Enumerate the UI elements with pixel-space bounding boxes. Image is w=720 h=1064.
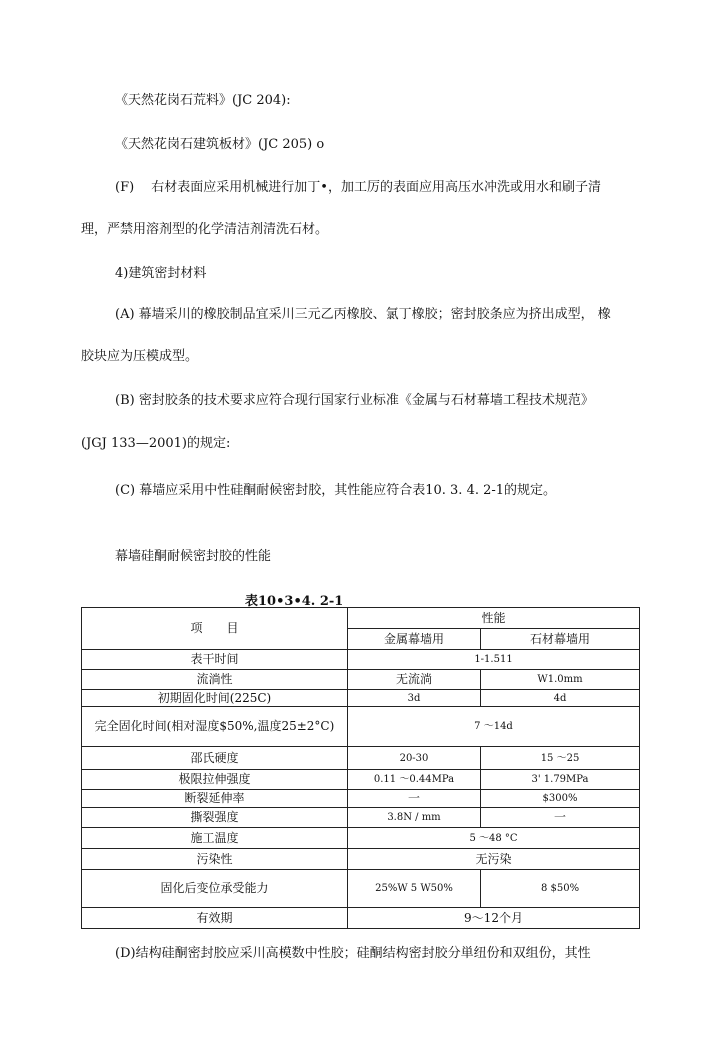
paragraph-f-cont: 理，严禁用溶剂型的化学清洁剂清洗石材。 [81, 222, 329, 237]
table-row [82, 828, 640, 849]
row-stone: 8 $50% [481, 870, 640, 908]
row-item: 邵氏硬度 [82, 747, 348, 770]
row-item: 施工温度 [82, 828, 348, 849]
table-row [82, 707, 640, 747]
table-row [82, 670, 640, 690]
row-item: 撕裂强度 [82, 808, 348, 828]
row-metal: 20-30 [348, 747, 481, 770]
section-heading: 4)建筑密封材料 [115, 266, 207, 281]
row-value: 1-1.511 [348, 650, 640, 670]
table-row [82, 870, 640, 908]
header-performance: 性能 [348, 608, 640, 629]
table-row [82, 808, 640, 828]
row-value: 7 〜14d [348, 707, 640, 747]
row-value: 无污染 [348, 849, 640, 870]
header-metal: 金属幕墙用 [348, 629, 481, 650]
row-item: 完全固化时间(相对湿度$50%,温度25±2°C) [82, 707, 348, 747]
table-row [82, 747, 640, 770]
row-item: 固化后变位承受能力 [82, 870, 348, 908]
row-stone: 3' 1.79MPa [481, 770, 640, 790]
row-item: 表干时间 [82, 650, 348, 670]
paragraph-b: (B) 密封胶条的技术要求应符合现行国家行业标准《金属与石材幕墙工程技术规范》 [115, 393, 594, 408]
paragraph-f: (F) 右材表面应采用机械进行加丁•，加工厉的表面应用高压水冲洗或用水和刷子清 [115, 180, 601, 195]
row-metal: 25%W 5 W50% [348, 870, 481, 908]
table-row [82, 650, 640, 670]
row-metal: 3.8N / mm [348, 808, 481, 828]
row-stone: 15 〜25 [481, 747, 640, 770]
table-title: 表10•3•4. 2-1 [245, 594, 344, 609]
header-item: 项 目 [82, 608, 348, 650]
row-metal: 3d [348, 690, 481, 707]
table-row [82, 908, 640, 929]
row-item: 断裂延伸率 [82, 790, 348, 808]
paragraph-b-cont: (JGJ 133—2001)的规定: [81, 436, 231, 451]
paragraph-c: (C) 幕墙应采用中性硅酮耐候密封胶，其性能应符合表10. 3. 4. 2-1的规定。 [115, 483, 557, 498]
row-item: 污染性 [82, 849, 348, 870]
row-metal: 无流淌 [348, 670, 481, 690]
paragraph-standard-1: 《天然花岗石荒料》(JC 204): [115, 93, 291, 108]
row-value: 9〜12个月 [348, 908, 640, 929]
row-metal: 0.11 〜0.44MPa [348, 770, 481, 790]
header-stone: 石材幕墙用 [481, 629, 640, 650]
row-metal: 一 [348, 790, 481, 808]
paragraph-d: (D)结构硅酮密封胶应采川高模数中性胶；硅酮结构密封胶分単纽份和双组份，其性 [115, 946, 591, 961]
paragraph-a-cont: 胶块应为压模成型。 [81, 349, 199, 364]
table-row [82, 690, 640, 707]
table-header-row [82, 608, 640, 629]
row-stone: 4d [481, 690, 640, 707]
row-item: 极限拉伸强度 [82, 770, 348, 790]
table-row [82, 790, 640, 808]
row-item: 流淌性 [82, 670, 348, 690]
row-stone: $300% [481, 790, 640, 808]
paragraph-a: (A) 幕墙采川的橡胶制品宜采川三元乙丙橡胶、氯丁橡胶；密封胶条应为挤出成型， 橡 [115, 307, 611, 322]
sealant-properties-table [81, 607, 640, 929]
table-row [82, 849, 640, 870]
table-row [82, 770, 640, 790]
table-caption: 幕墙硅酮耐候密封胶的性能 [115, 549, 272, 564]
paragraph-standard-2: 《天然花岗石建筑板材》(JC 205) o [115, 137, 325, 152]
row-item: 初期固化时间(225C) [82, 690, 348, 707]
row-item: 有效期 [82, 908, 348, 929]
row-value: 5 〜48 °C [348, 828, 640, 849]
row-stone: W1.0mm [481, 670, 640, 690]
row-stone: 一 [481, 808, 640, 828]
